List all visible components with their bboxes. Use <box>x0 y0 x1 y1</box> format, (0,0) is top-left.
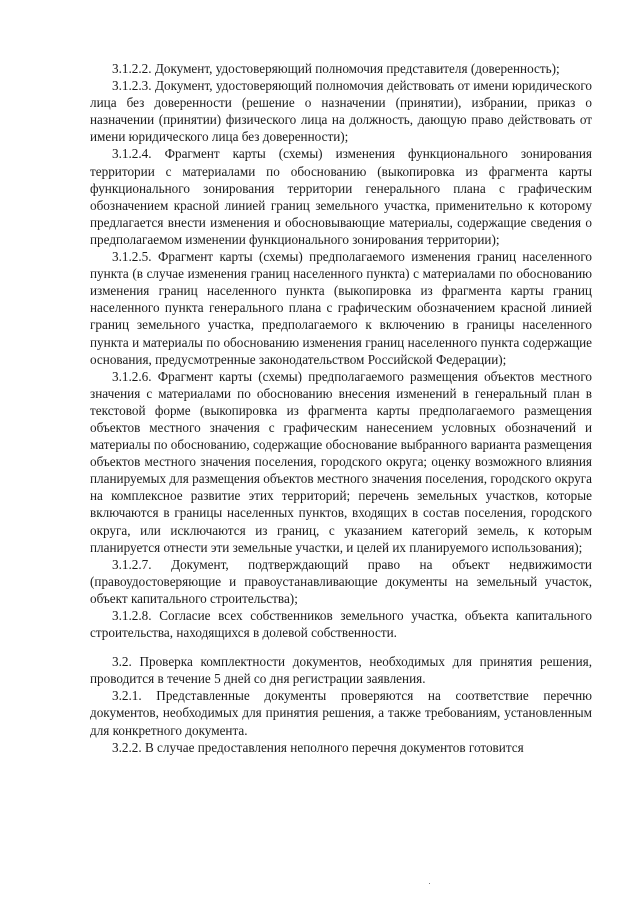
paragraph-3-1-2-6: 3.1.2.6. Фрагмент карты (схемы) предполагаемого размещения объектов местного значения с материалами по обоснованию внесения изменений в генеральный план в текстовой форме (выкопировка из фрагмента карты предполагаемого размещения объектов местного значения с графическим нанесением условных обозначений и материалы по обоснованию, содержащие обоснование выбранного варианта размещения объектов местного значения поселения, городского округа; оценку возможного влияния планируемых для размещения объектов местного значения поселения, городского округа на комплексное развитие этих территорий; перечень земельных участков, которые включаются в границы населенных пунктов, входящих в состав поселения, городского округа, или исключаются из границ, с указанием категорий земель, к которым планируется отнести эти земельные участки, и целей их планируемого использования); <box>90 368 592 555</box>
paragraph-3-2-2: 3.2.2. В случае предоставления неполного перечня документов готовится <box>112 739 524 755</box>
paragraph-3-1-2-2: 3.1.2.2. Документ, удостоверяющий полномочия представителя (доверенность); <box>112 61 560 76</box>
paragraph-3-1-2-3: 3.1.2.3. Документ, удостоверяющий полномочия действовать от имени юридического лица без доверенности (решение о назначении (принятии), избрании, приказ о назначении (принятии) физического лица на должность, дающую право действовать от имени юридического лица без доверенности); <box>90 78 592 145</box>
scan-speck <box>429 883 430 884</box>
paragraph-3-1-2-5: 3.1.2.5. Фрагмент карты (схемы) предполагаемого изменения границ населенного пункта (в случае изменения границ населенного пункта) с материалами по обоснованию изменения границ населенного пункта (выкопировка из фрагмента карты границ населенного пункта генерального плана с графическим обозначением красной линией границ земельного участка, предполагаемого к включению в границы населенного пункта и материалы по обоснованию изменения границ населенного пункта содержащие основания, предусмотренные законодательством Российской Федерации); <box>90 249 592 367</box>
paragraph-3-2-1: 3.2.1. Представленные документы проверяются на соответствие перечню документов, необходимых для принятия решения, а также требованиям, установленным для конкретного документа. <box>90 688 592 738</box>
paragraph-3-1-2-7: 3.1.2.7. Документ, подтверждающий право на объект недвижимости (правоудостоверяющие и правоустанавливающие документы на земельный участок, объект капитального строительства); <box>90 556 592 606</box>
section-gap <box>90 641 592 653</box>
paragraph-3-1-2-4: 3.1.2.4. Фрагмент карты (схемы) изменения функционального зонирования территории с материалами по обоснованию (выкопировка из фрагмента карты функционального зонирования территории генерального плана с графическим обозначением красной линией границ земельного участка, применительно к которому предлагается внести изменения и обосновывающие материалы, содержащие сведения о предполагаемом изменении функционального зонирования территории); <box>90 146 592 247</box>
document-body <box>90 60 592 756</box>
paragraph-3-1-2-8: 3.1.2.8. Согласие всех собственников земельного участка, объекта капитального строительства, находящихся в долевой собственности. <box>90 608 592 641</box>
paragraph-3-2: 3.2. Проверка комплектности документов, необходимых для принятия решения, проводится в течение 5 дней со дня регистрации заявления. <box>90 654 592 687</box>
